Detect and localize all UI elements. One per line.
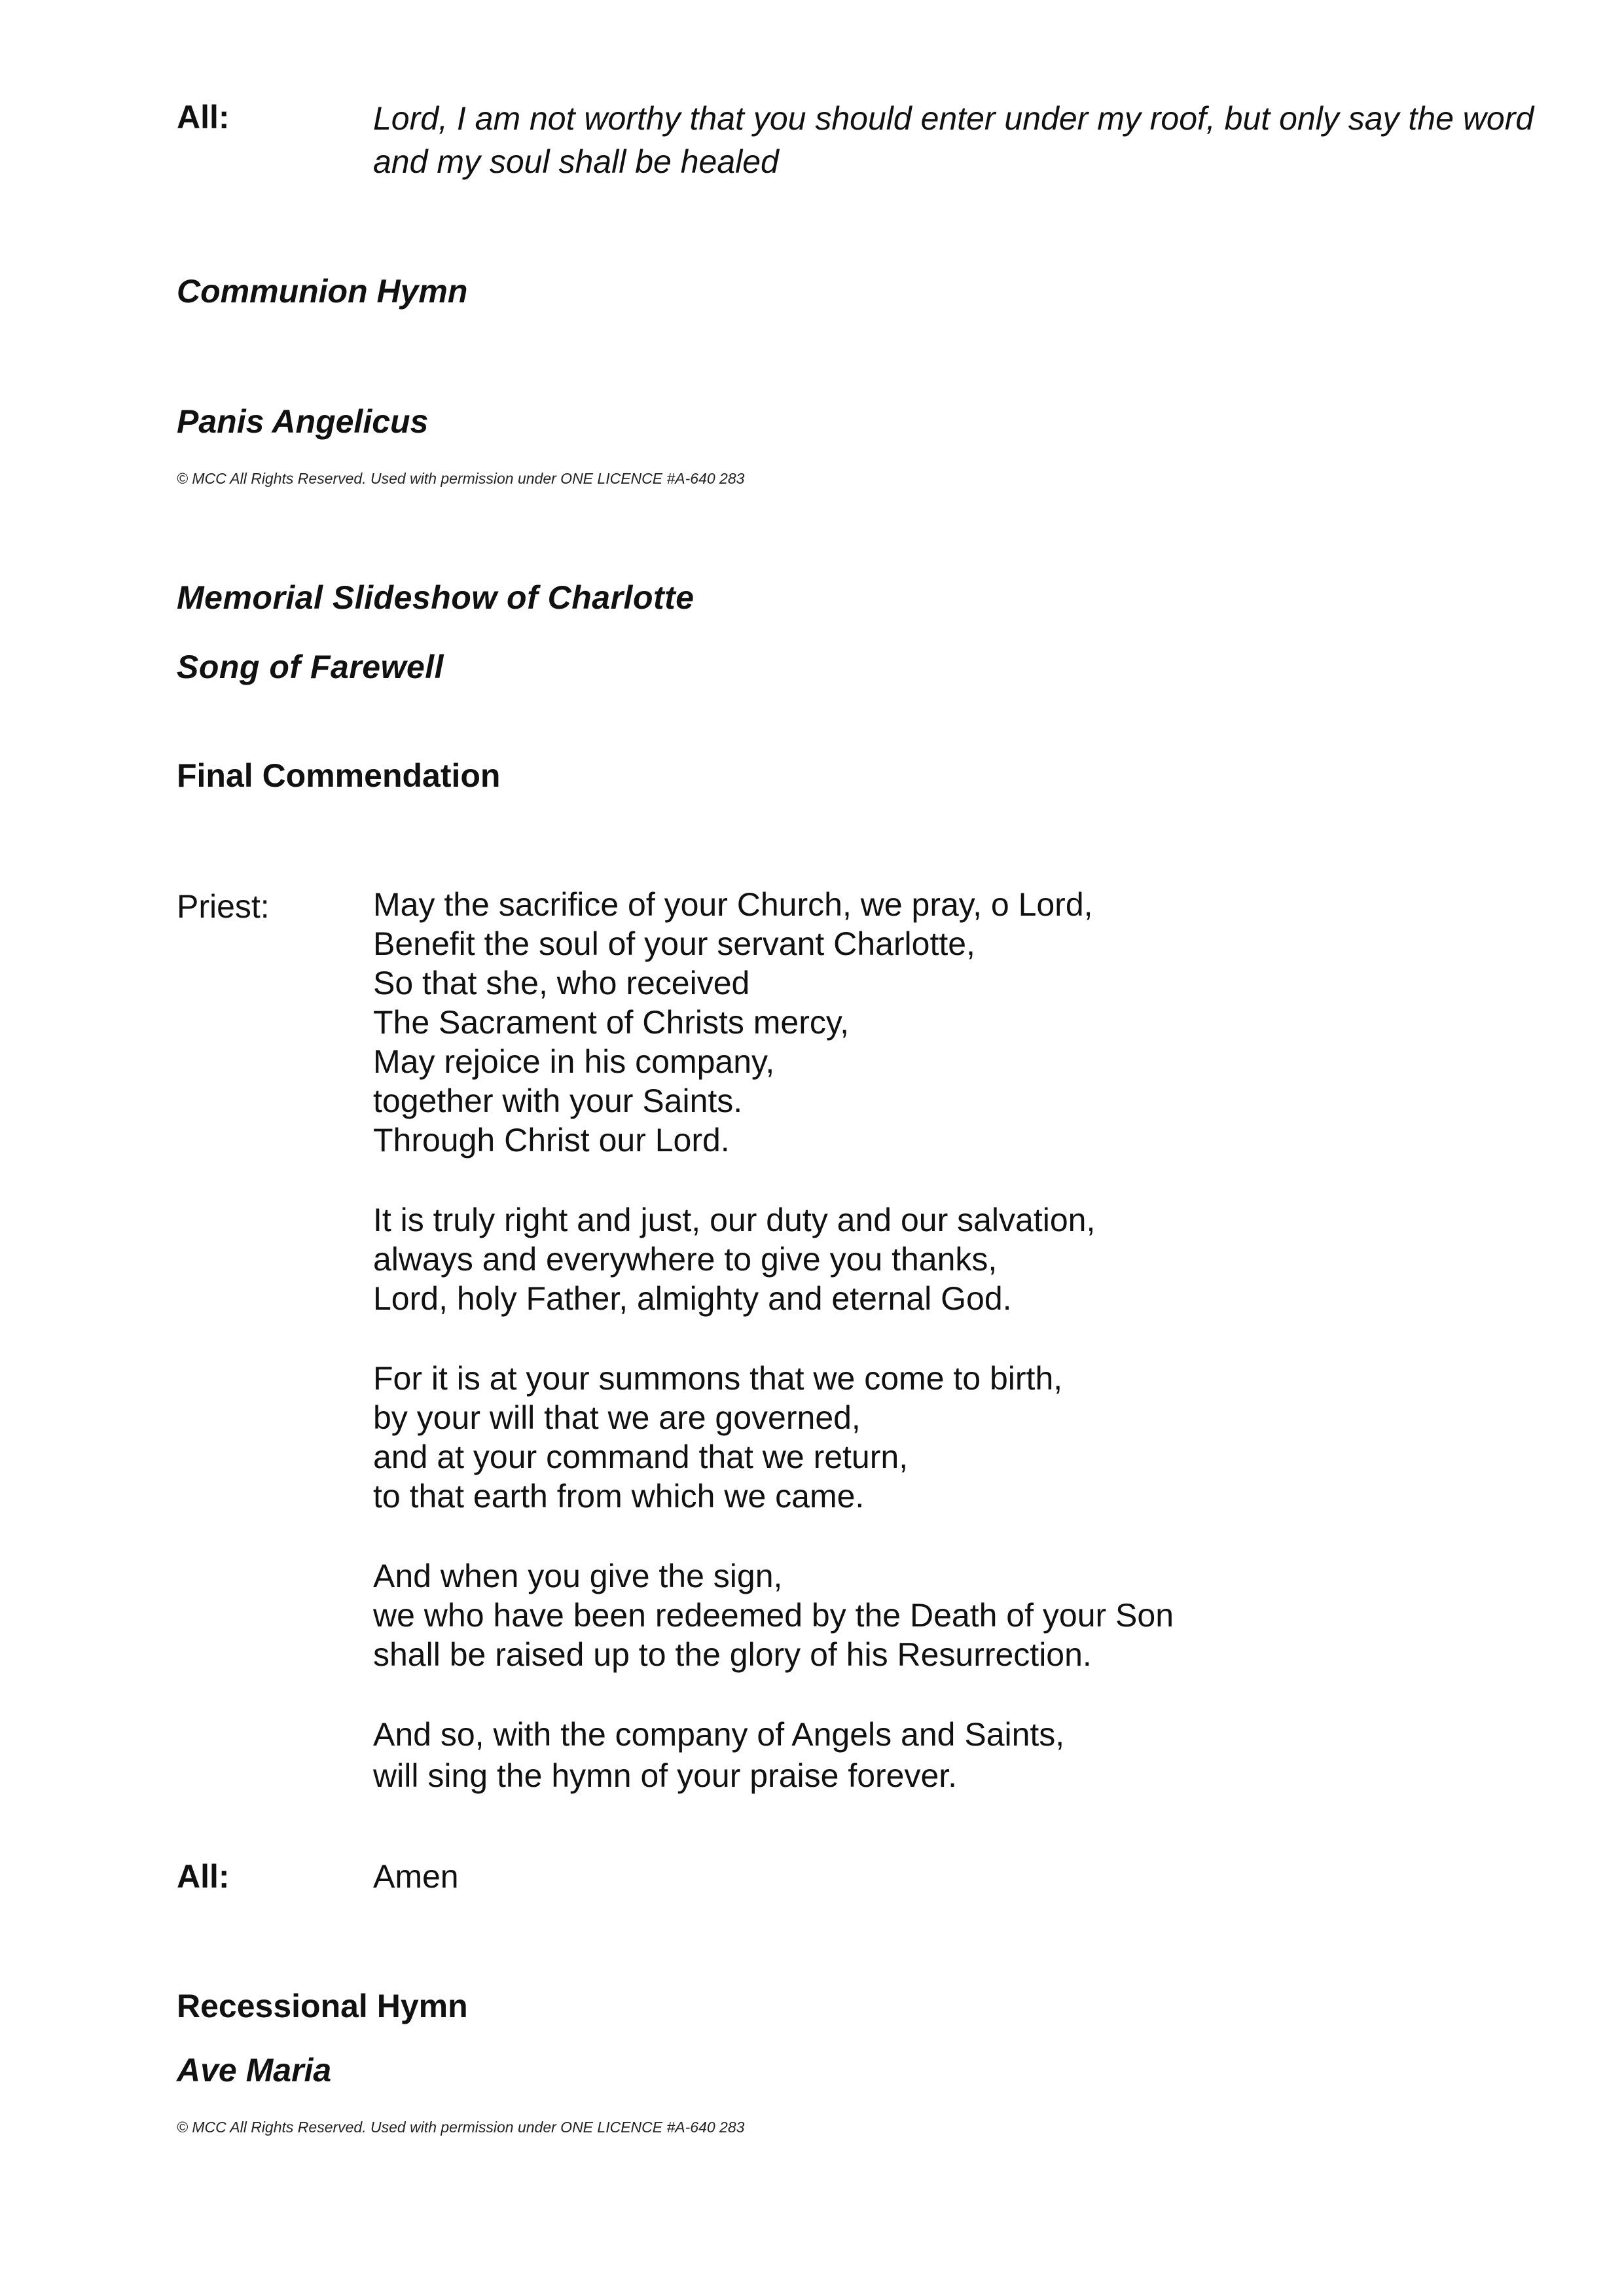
prayer-line: will sing the hymn of your praise forever. <box>373 1757 958 1794</box>
response-text <box>373 97 1534 183</box>
hymn-title-panis-angelicus: Panis Angelicus <box>177 403 429 440</box>
prayer-line: shall be raised up to the glory of his Resurrection. <box>373 1636 1092 1673</box>
response-line: Lord, I am not worthy that you should enter under my roof, but only say the word <box>373 100 1534 137</box>
prayer-line: For it is at your summons that we come to birth, <box>373 1360 1063 1397</box>
section-heading-recessional-hymn: Recessional Hymn <box>177 1988 468 2024</box>
priest-prayer <box>373 885 1174 1797</box>
prayer-line: It is truly right and just, our duty and our salvation, <box>373 1202 1096 1238</box>
prayer-line: together with your Saints. <box>373 1083 743 1119</box>
speaker-label-all: All: <box>177 1858 230 1895</box>
prayer-line: Through Christ our Lord. <box>373 1122 730 1158</box>
speaker-label-all: All: <box>177 99 230 135</box>
response-line: and my soul shall be healed <box>373 143 779 180</box>
hymn-title-ave-maria: Ave Maria <box>177 2052 332 2089</box>
section-heading-memorial-slideshow: Memorial Slideshow of Charlotte <box>177 579 695 616</box>
prayer-line: And so, with the company of Angels and Saints, <box>373 1716 1065 1753</box>
section-heading-communion-hymn: Communion Hymn <box>177 273 468 310</box>
prayer-line: always and everywhere to give you thanks, <box>373 1241 998 1278</box>
prayer-line: Lord, holy Father, almighty and eternal God. <box>373 1280 1012 1317</box>
prayer-stanza <box>373 1200 1174 1318</box>
prayer-line: by your will that we are governed, <box>373 1399 861 1436</box>
section-heading-song-of-farewell: Song of Farewell <box>177 649 444 685</box>
prayer-stanza <box>373 885 1174 1160</box>
copyright-notice: © MCC All Rights Reserved. Used with permission under ONE LICENCE #A-640 283 <box>177 470 745 487</box>
speaker-label-priest: Priest: <box>177 888 270 925</box>
copyright-notice: © MCC All Rights Reserved. Used with permission under ONE LICENCE #A-640 283 <box>177 2119 745 2136</box>
prayer-line: to that earth from which we came. <box>373 1478 865 1515</box>
prayer-line: So that she, who received <box>373 965 750 1001</box>
prayer-line: And when you give the sign, <box>373 1558 783 1594</box>
response-amen: Amen <box>373 1858 459 1895</box>
prayer-line: The Sacrament of Christs mercy, <box>373 1004 850 1041</box>
section-heading-final-commendation: Final Commendation <box>177 757 501 794</box>
prayer-line: we who have been redeemed by the Death of your Son <box>373 1597 1174 1634</box>
prayer-line: Benefit the soul of your servant Charlotte, <box>373 925 975 962</box>
prayer-stanza <box>373 1715 1174 1797</box>
prayer-line: and at your command that we return, <box>373 1439 909 1475</box>
prayer-stanza <box>373 1556 1174 1674</box>
prayer-line: May the sacrifice of your Church, we pray, o Lord, <box>373 886 1093 923</box>
prayer-line: May rejoice in his company, <box>373 1043 775 1080</box>
prayer-stanza <box>373 1359 1174 1516</box>
